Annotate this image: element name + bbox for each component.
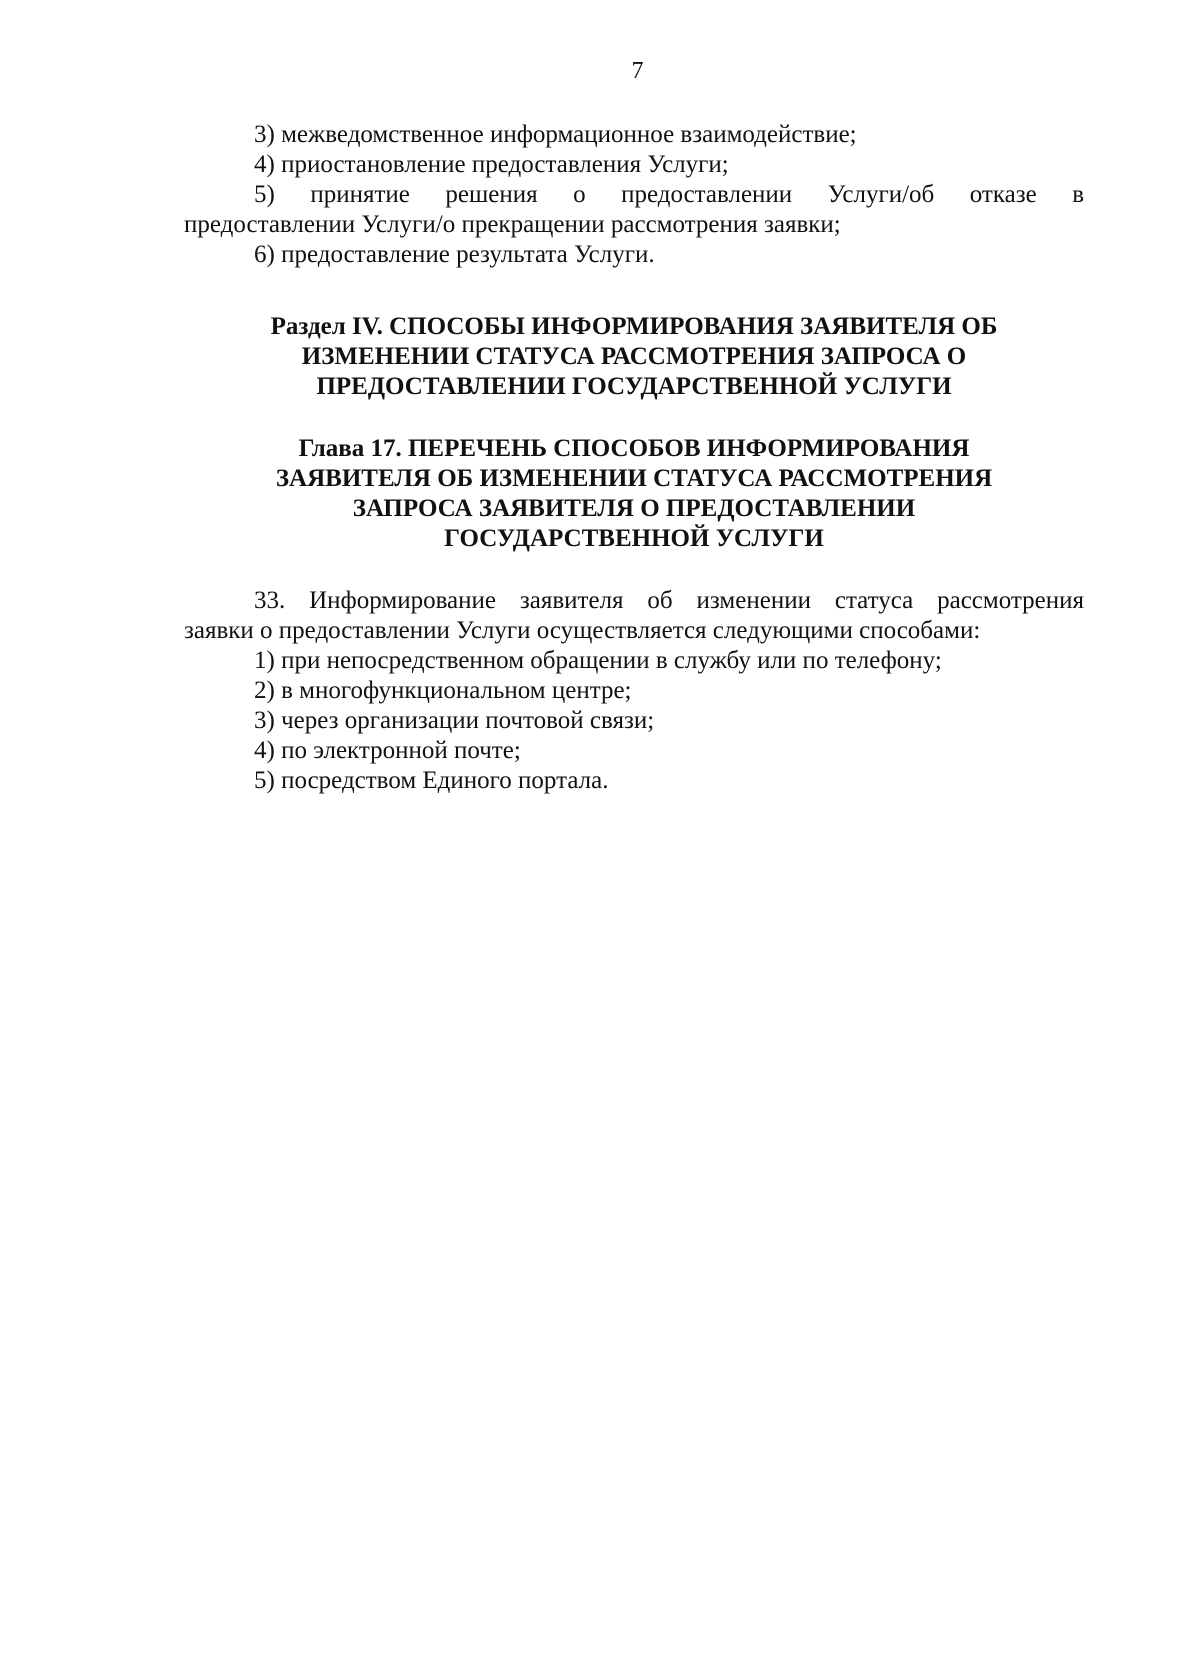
word: о: [573, 181, 586, 208]
page-number: 7: [631, 58, 644, 84]
section-heading-line: ИЗМЕНЕНИИ СТАТУСА РАССМОТРЕНИЯ ЗАПРОСА О: [301, 343, 967, 370]
word: об: [647, 587, 673, 614]
word: в: [1072, 181, 1084, 208]
section-heading-line: ПРЕДОСТАВЛЕНИИ ГОСУДАРСТВЕННОЙ УСЛУГИ: [316, 373, 952, 400]
word: предоставлении: [621, 181, 793, 208]
list-item: 5) посредством Единого портала.: [254, 767, 609, 794]
word: Информирование: [309, 587, 497, 614]
list-item-justified-line: [184, 180, 1084, 210]
word: статуса: [834, 587, 914, 614]
chapter-heading-line: ГОСУДАРСТВЕННОЙ УСЛУГИ: [444, 525, 824, 552]
chapter-heading-line: ЗАЯВИТЕЛЯ ОБ ИЗМЕНЕНИИ СТАТУСА РАССМОТРЕНИЯ: [275, 465, 993, 492]
paragraph-justified-line: [184, 586, 1084, 616]
paragraph-33: [184, 586, 1084, 796]
word: принятие: [310, 181, 410, 208]
list-item: 6) предоставление результата Услуги.: [254, 241, 655, 268]
paragraph-continuation: заявки о предоставлении Услуги осуществляется следующими способами:: [184, 617, 981, 644]
word: Услуги/об: [827, 181, 935, 208]
word: решения: [445, 181, 538, 208]
section-heading: [184, 312, 1084, 402]
word: отказе: [969, 181, 1037, 208]
word: заявителя: [519, 587, 624, 614]
word: рассмотрения: [937, 587, 1084, 614]
list-item: 1) при непосредственном обращении в службу или по телефону;: [254, 647, 942, 674]
procedures-list: [184, 120, 1084, 270]
chapter-heading-line: Глава 17. ПЕРЕЧЕНЬ СПОСОБОВ ИНФОРМИРОВАНИЯ: [298, 435, 970, 462]
list-item: 4) приостановление предоставления Услуги;: [254, 151, 729, 178]
list-item: 4) по электронной почте;: [254, 737, 521, 764]
chapter-heading-line: ЗАПРОСА ЗАЯВИТЕЛЯ О ПРЕДОСТАВЛЕНИИ: [352, 495, 916, 522]
word: изменении: [696, 587, 811, 614]
list-item: 2) в многофункциональном центре;: [254, 677, 632, 704]
list-item: 3) межведомственное информационное взаимодействие;: [254, 121, 857, 148]
chapter-heading: [184, 434, 1084, 554]
list-item-continuation: предоставлении Услуги/о прекращении рассмотрения заявки;: [184, 211, 841, 238]
word: 33.: [254, 587, 286, 614]
section-heading-line: Раздел IV. СПОСОБЫ ИНФОРМИРОВАНИЯ ЗАЯВИТЕЛЯ ОБ: [270, 313, 998, 340]
list-item: 3) через организации почтовой связи;: [254, 707, 655, 734]
word: 5): [254, 181, 275, 208]
